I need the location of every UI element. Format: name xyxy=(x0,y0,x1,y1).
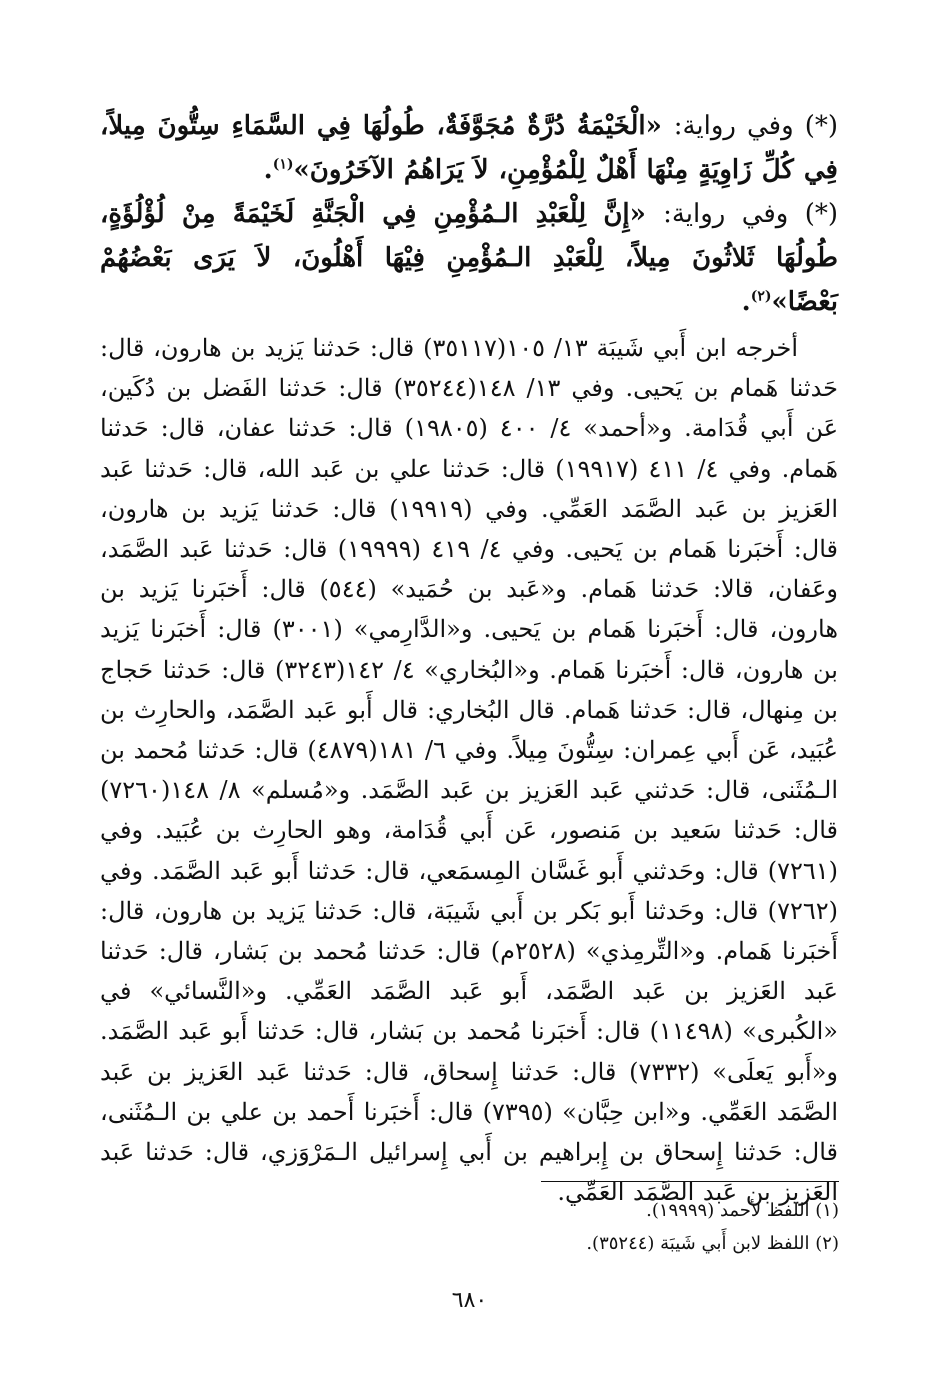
narration-lead: (*) وفي رواية: xyxy=(673,111,838,141)
hadith-narration-1 xyxy=(100,104,838,192)
footnote-divider xyxy=(541,1181,839,1182)
period: . xyxy=(263,155,273,185)
footnote-ref-2[interactable]: (٢) xyxy=(750,288,772,305)
footnotes xyxy=(101,1194,839,1260)
footnote-ref-1[interactable]: (١) xyxy=(272,156,294,173)
footnote-1: (١) اللفظ لأحمد (١٩٩٩٩). xyxy=(646,1200,839,1221)
takhrij-paragraph: أخرجه ابن أَبي شَيبَة ١٣/ ١٠٥(٣٥١١٧) قال: حَدثنا يَزيد بن هارون، قال: حَدثنا هَمام بن يَحيى. وفي ١٣/ ١٤٨(٣٥٢٤٤) قال: حَدثنا الفَضل بن دُكَين، عَن أَبي قُدَامة. و«أحمد» ٤/ ٤٠٠ (١٩٨٠٥) قال: حَدثنا عفان، قال: حَدثنا هَمام. وفي ٤/ ٤١١ (١٩٩١٧) قال: حَدثنا علي بن عَبد الله، قال: حَدثنا عَبد العَزيز بن عَبد الصَّمَد العَمِّي. وفي (١٩٩١٩) قال: حَدثنا يَزيد بن هارون، قال: أَخبَرنا هَمام بن يَحيى. وفي ٤/ ٤١٩ (١٩٩٩٩) قال: حَدثنا عَبد الصَّمَد، وعَفان، قالا: حَدثنا هَمام. و«عَبد بن حُمَيد» (٥٤٤) قال: أَخبَرنا يَزيد بن هارون، قال: أَخبَرنا هَمام بن يَحيى. و«الدَّارِمي» (٣٠٠١) قال: أَخبَرنا يَزيد بن هارون، قال: أَخبَرنا هَمام. و«البُخاري» ٤/ ١٤٢(٣٢٤٣) قال: حَدثنا حَجاج بن مِنهال، قال: حَدثنا هَمام. قال البُخاري: قال أَبو عَبد الصَّمَد، والحارِث بن عُبَيد، عَن أَبي عِمران: سِتُّونَ مِيلاً. وفي ٦/ ١٨١(٤٨٧٩) قال: حَدثنا مُحمد بن الـمُثَنى، قال: حَدثني عَبد العَزيز بن عَبد الصَّمَد. و«مُسلم» ٨/ ١٤٨(٧٢٦٠) قال: حَدثنا سَعيد بن مَنصور، عَن أَبي قُدَامة، وهو الحارِث بن عُبَيد. وفي (٧٢٦١) قال: وحَدثني أَبو غَسَّان المِسمَعي، قال: حَدثنا أَبو عَبد الصَّمَد. وفي (٧٢٦٢) قال: وحَدثنا أَبو بَكر بن أَبي شَيبَة، قال: حَدثنا يَزيد بن هارون، قال: أَخبَرنا هَمام. و«التِّرمِذي» (٢٥٢٨م) قال: حَدثنا مُحمد بن بَشار، قال: حَدثنا عَبد العَزيز بن عَبد الصَّمَد، أَبو عَبد الصَّمَد العَمِّي. و«النَّسائي» في «الكُبرى» (١١٤٩٨) قال: أَخبَرنا مُحمد بن بَشار، قال: حَدثنا أَبو عَبد الصَّمَد. و«أَبو يَعلَى» (٧٣٣٢) قال: حَدثنا إِسحاق، قال: حَدثنا عَبد العَزيز بن عَبد الصَّمَد العَمِّي. و«ابن حِبَّان» (٧٣٩٥) قال: أَخبَرنا أَحمد بن علي بن الـمُثَنى، قال: حَدثنا إِسحاق بن إِبراهيم بن أَبي إِسرائيل الـمَرْوَزي، قال: حَدثنا عَبد العَزيز بن عَبد الصَّمَد العَمِّي. xyxy=(100,334,839,1207)
footnote-2: (٢) اللفظ لابن أَبي شَيبَة (٣٥٢٤٤). xyxy=(586,1233,839,1254)
narration-lead: (*) وفي رواية: xyxy=(663,199,838,229)
hadith-narration-2 xyxy=(100,192,838,324)
period: . xyxy=(741,287,751,317)
hadith-text: «إِنَّ لِلْعَبْدِ الـمُؤْمِنِ فِي الْجَنَّةِ لَخَيْمَةً مِنْ لُؤْلُؤَةٍ، طُولُهَا ثَلاثُونَ مِيلاً، لِلْعَبْدِ الـمُؤْمِنِ فِيْهَا أَهْلُونَ، لاَ يَرَى بَعْضُهُمْ بَعْضًا» xyxy=(100,199,838,317)
main-text xyxy=(100,104,838,1212)
hadith-text: «الْخَيْمَةُ دُرَّةٌ مُجَوَّفَةٌ، طُولُهَا فِي السَّمَاءِ سِتُّونَ مِيلاً، فِي كُلِّ زَاوِيَةٍ مِنْهَا أَهْلٌ لِلْمُؤْمِنِ، لاَ يَرَاهُمُ الآخَرُونَ» xyxy=(100,111,838,185)
page-number: ٦٨٠ xyxy=(451,1288,488,1313)
